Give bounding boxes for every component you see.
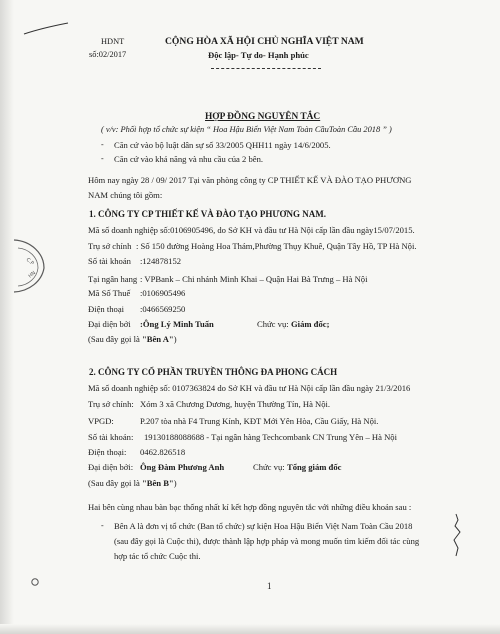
party-a-address-value: : Số 150 đường Hoàng Hoa Thám,Phường Thụy Khuê, Quận Tây Hồ, TP Hà Nội. xyxy=(136,241,417,251)
scan-shadow-left xyxy=(0,0,14,634)
party-b-heading: 2. CÔNG TY CỔ PHẦN TRUYỀN THÔNG ĐA PHONG CÁCH xyxy=(89,367,338,377)
national-title: CỘNG HÒA XÃ HỘI CHỦ NGHĨA VIỆT NAM xyxy=(165,36,364,47)
motto-underline xyxy=(211,68,321,69)
party-a-tax-label: Mã Số Thuế xyxy=(88,288,131,298)
party-a-business-reg: Mã số doanh nghiệp số:0106905496, do Sở KH và đầu tư Hà Nội cấp lần đầu ngày15/07/2015. xyxy=(88,225,415,235)
bullet-dash: - xyxy=(101,154,104,163)
contract-subject: ( v/v: Phối hợp tổ chức sự kiện “ Hoa Hậu Biển Việt Nam Toàn CầuToàn Cầu 2018 ” ) xyxy=(101,125,392,134)
party-a-rep-value: :Ông Lý Minh Tuấn xyxy=(140,319,214,329)
intro-line-1: Hôm nay ngày 28 / 09/ 2017 Tại văn phòng công ty CP THIẾT KẾ VÀ ĐÀO TẠO PHƯƠNG xyxy=(88,175,412,185)
party-a-bank-value: : VPBank – Chi nhánh Minh Khai – Quận Hai Bà Trưng – Hà Nội xyxy=(140,274,368,284)
handwritten-mark xyxy=(22,20,72,38)
intro-line-2: NAM chúng tôi gồm: xyxy=(88,190,163,200)
stamp-fragment xyxy=(10,238,48,294)
party-a-position-label: Chức vụ: xyxy=(257,319,289,329)
party-a-position-value: Giám đốc; xyxy=(291,319,330,329)
page-number: 1 xyxy=(267,581,272,591)
party-a-account-label: Số tài khoản xyxy=(88,256,131,266)
clause-1-line-2: (sau đây gọi là Cuộc thi), được thành lập hợp pháp và mong muốn tìm kiếm đối tác cùng xyxy=(114,536,420,546)
doc-code: HDNT xyxy=(101,37,125,46)
party-a-alias-prefix: (Sau đây gọi là xyxy=(88,334,142,344)
party-b-office-value: P.207 tòa nhà F4 Trung Kính, KĐT Mới Yên Hòa, Cầu Giấy, Hà Nội. xyxy=(140,416,379,426)
party-b-rep-label: Đại diện bởi: xyxy=(88,462,134,472)
party-a-phone-label: Điện thoại xyxy=(88,304,125,314)
party-b-phone-value: 0462.826518 xyxy=(140,447,186,457)
party-b-account-value: 19130188088688 - Tại ngân hàng Techcombank CN Trung Yên – Hà Nội xyxy=(144,432,397,442)
party-a-heading: 1. CÔNG TY CP THIẾT KẾ VÀ ĐÀO TẠO PHƯƠNG NAM. xyxy=(89,209,327,219)
party-a-alias xyxy=(88,335,177,344)
clause-1-line-3: hợp tác tổ chức Cuộc thi. xyxy=(114,551,201,561)
margin-initials xyxy=(446,512,468,558)
party-b-alias xyxy=(88,479,177,488)
bullet-dash: - xyxy=(101,521,104,530)
party-b-alias-suffix: ) xyxy=(173,478,177,488)
party-b-position-label: Chức vụ: xyxy=(253,462,285,472)
bullet-dash: - xyxy=(101,140,104,149)
party-b-address-value: Xóm 3 xã Chương Dương, huyện Thường Tín, Hà Nội. xyxy=(140,399,331,409)
party-a-rep-label: Đại diện bởi xyxy=(88,319,131,329)
party-b-alias-prefix: (Sau đây gọi là xyxy=(88,478,142,488)
party-a-alias-name: "Bên A" xyxy=(141,334,174,344)
basis-1: Căn cứ vào bộ luật dân sự số 33/2005 QHH11 ngày 14/6/2005. xyxy=(114,140,331,150)
party-a-address-label: Trụ sở chính xyxy=(88,241,132,251)
basis-2: Căn cứ vào khả năng và nhu cầu của 2 bên. xyxy=(114,154,264,164)
contract-title: HỢP ĐỒNG NGUYÊN TẮC xyxy=(205,112,321,122)
party-b-alias-name: "Bên B" xyxy=(141,478,174,488)
motto: Độc lập- Tự do- Hạnh phúc xyxy=(208,50,309,60)
party-b-rep-value xyxy=(140,463,224,472)
scan-shadow-bottom xyxy=(0,624,500,634)
party-b-phone-label: Điện thoại: xyxy=(88,447,127,457)
doc-number: số:02/2017 xyxy=(89,50,127,59)
party-a-account-value: :124878152 xyxy=(140,256,182,266)
party-b-position-value: Tổng giám đốc xyxy=(287,462,342,472)
svg-text:HN: HN xyxy=(27,270,38,280)
party-a-tax-value: :0106905496 xyxy=(140,288,186,298)
party-a-alias-suffix: ) xyxy=(173,334,177,344)
party-a-bank-label: Tại ngân hang xyxy=(88,274,138,284)
party-b-address-label: Trụ sở chính: xyxy=(88,399,134,409)
agreement-intro: Hai bên cùng nhau bàn bạc thống nhất kí kết hợp đồng nguyên tắc với những điều khoản sau : xyxy=(88,502,412,512)
punch-hole-mark xyxy=(30,577,40,587)
svg-text:C.P: C.P xyxy=(24,256,35,267)
clause-1-line-1: Bên A là đơn vị tổ chức (Ban tổ chức) sự kiện Hoa Hậu Biển Việt Nam Toàn Cầu 2018 xyxy=(114,521,413,531)
party-b-business-reg: Mã số doanh nghiệp số: 0107363824 do Sở KH và đầu tư Hà Nội cấp lần đầu ngày 21/3/2016 xyxy=(88,383,411,393)
party-b-account-label: Số tài khoản: xyxy=(88,432,134,442)
party-b-rep-value-text: Ông Đàm Phương Anh xyxy=(140,462,225,472)
party-b-office-label: VPGD: xyxy=(88,416,114,426)
party-a-phone-value: :0466569250 xyxy=(140,304,186,314)
